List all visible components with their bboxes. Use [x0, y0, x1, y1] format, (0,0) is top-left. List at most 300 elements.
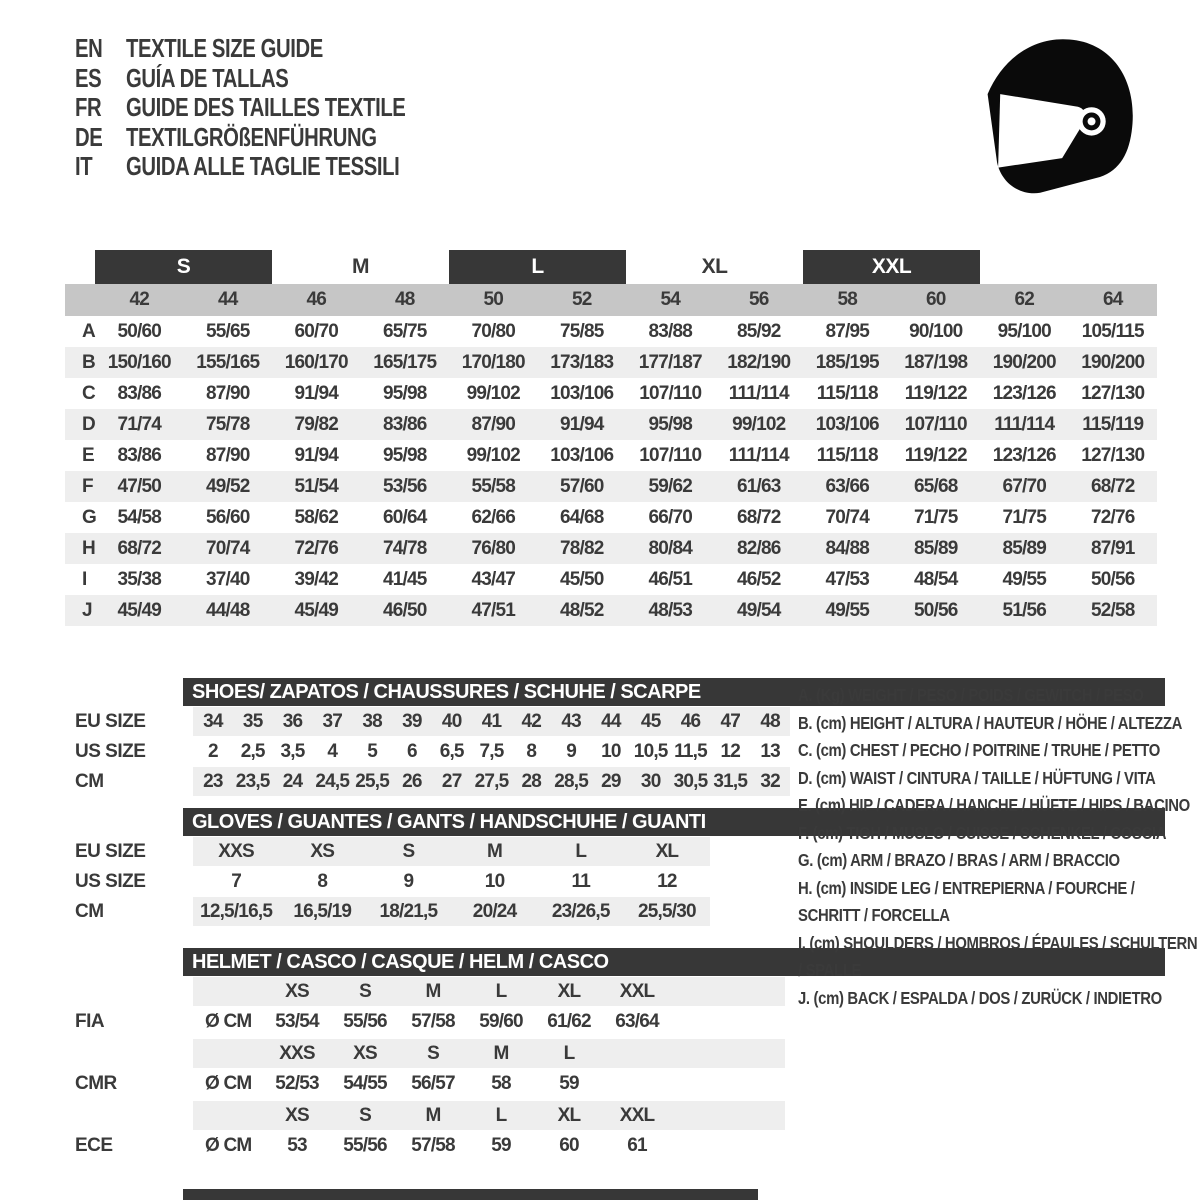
measure-row-f: [65, 471, 1157, 502]
value-cell: 9: [566, 740, 576, 762]
value-cell: 70/74: [825, 506, 870, 528]
row-label: J: [82, 599, 93, 621]
value-cell: 38: [362, 710, 382, 732]
value-cell: 41: [481, 710, 502, 732]
legend-entry-f: F. (cm) TIGH / MUSLO / CUISSE / SCHENKEL / COSCIA: [798, 822, 1167, 843]
value-cell: 119/122: [904, 444, 967, 466]
value-cell: 13: [760, 740, 780, 762]
value-cell: 12: [720, 740, 741, 762]
language-code: DE: [75, 121, 103, 152]
language-code: ES: [75, 62, 102, 93]
value-cell: 55/56: [343, 1134, 387, 1156]
row-label: EU SIZE: [75, 840, 146, 862]
size-column-44: 44: [217, 289, 238, 310]
size-cell: L: [495, 980, 507, 1002]
value-cell: 76/80: [471, 537, 516, 559]
helmet-values-band: [193, 1131, 785, 1160]
value-cell: 58/62: [294, 506, 339, 528]
gloves-values-band: [193, 837, 710, 866]
size-cell: S: [359, 1104, 371, 1126]
value-cell: 187/198: [904, 351, 968, 373]
value-cell: 42: [521, 710, 542, 732]
standard-label: FIA: [75, 1010, 105, 1032]
value-cell: 85/89: [913, 537, 958, 559]
helmet-values-row-ece: [65, 1131, 1165, 1160]
size-band-xl: XL: [701, 255, 728, 278]
value-cell: 47: [720, 710, 741, 732]
value-cell: 53/56: [382, 475, 427, 497]
value-cell: 85/92: [736, 320, 781, 342]
helmet-sizes-row-cmr: [65, 1039, 1165, 1068]
value-cell: 57/58: [411, 1010, 455, 1032]
size-band-xxl: XXL: [803, 250, 980, 284]
value-cell: 59: [491, 1134, 511, 1156]
value-cell: XXS: [218, 840, 254, 862]
value-cell: 59/62: [648, 475, 693, 497]
legend-entry-e: E. (cm) HIP / CADERA / HANCHE / HÜFTE / HIPS / BACINO: [798, 795, 1190, 815]
value-cell: 47/53: [825, 568, 870, 590]
row-label: EU SIZE: [75, 710, 146, 732]
value-cell: 70/80: [471, 320, 516, 342]
size-band-s: S: [95, 250, 272, 284]
value-cell: 60/64: [382, 506, 427, 528]
value-cell: 52/53: [275, 1072, 319, 1094]
size-cell: L: [563, 1042, 575, 1064]
value-cell: 95/98: [382, 382, 427, 404]
value-cell: 95/98: [648, 413, 693, 435]
size-band-m: M: [352, 255, 369, 278]
value-cell: 35/38: [117, 568, 162, 590]
value-cell: 9: [403, 870, 414, 892]
value-cell: 53/54: [275, 1010, 319, 1032]
value-cell: 87/90: [205, 444, 250, 466]
row-label: US SIZE: [75, 870, 146, 892]
value-cell: 49/55: [1002, 568, 1047, 590]
value-cell: 28: [521, 770, 542, 792]
value-cell: 68/72: [117, 537, 162, 559]
value-cell: 107/110: [639, 444, 702, 466]
language-row-es: [75, 64, 484, 94]
size-cell: M: [493, 1042, 509, 1064]
size-cell: XXL: [619, 980, 655, 1002]
value-cell: 71/75: [1002, 506, 1047, 528]
value-cell: 53: [287, 1134, 307, 1156]
measure-row-j: [65, 595, 1157, 626]
row-label: G: [82, 506, 97, 528]
row-label: A: [82, 320, 96, 342]
value-cell: 111/114: [994, 413, 1055, 435]
value-cell: 177/187: [638, 351, 702, 373]
value-cell: 23/26,5: [551, 900, 610, 922]
size-band-l: L: [449, 250, 626, 284]
size-cell: S: [427, 1042, 439, 1064]
value-cell: 66/70: [648, 506, 693, 528]
value-cell: 173/183: [550, 351, 614, 373]
value-cell: 36: [282, 710, 303, 732]
value-cell: 72/76: [1090, 506, 1135, 528]
value-cell: 63/64: [615, 1010, 659, 1032]
value-cell: 54/58: [117, 506, 162, 528]
value-cell: M: [487, 840, 503, 862]
shoes-values-band: [193, 767, 790, 796]
value-cell: 83/88: [648, 320, 693, 342]
value-cell: 60: [559, 1134, 579, 1156]
value-cell: 50/56: [1090, 568, 1135, 590]
language-title: TEXTILGRÖßENFÜHRUNG: [126, 121, 377, 152]
value-cell: 23: [203, 770, 223, 792]
value-cell: 60/70: [294, 320, 339, 342]
measure-row-c: [65, 378, 1157, 409]
language-code: FR: [75, 92, 102, 122]
value-cell: 20/24: [472, 900, 517, 922]
measure-row-h: [65, 533, 1157, 564]
value-cell: 27: [441, 770, 462, 792]
row-label: CM: [75, 770, 104, 792]
value-cell: 87/90: [205, 382, 250, 404]
row-label: I: [82, 568, 88, 590]
value-cell: 43: [561, 710, 581, 732]
legend-entry-c: C. (cm) CHEST / PECHO / POITRINE / TRUHE / PETTO: [798, 740, 1160, 760]
value-cell: 44/48: [205, 599, 250, 621]
value-cell: 55/56: [343, 1010, 387, 1032]
language-row-fr: [75, 93, 484, 123]
value-cell: 45/49: [294, 599, 339, 621]
value-cell: 182/190: [727, 351, 791, 373]
value-cell: 68/72: [736, 506, 781, 528]
helmet-sizes-band: [193, 977, 785, 1006]
value-cell: 65/75: [382, 320, 427, 342]
gloves-values-band: [193, 867, 710, 896]
row-label: CM: [75, 900, 104, 922]
value-cell: 59: [559, 1072, 579, 1094]
size-column-48: 48: [394, 289, 415, 310]
value-cell: 85/89: [1002, 537, 1047, 559]
value-cell: 64/68: [559, 506, 604, 528]
size-cell: XXL: [619, 1104, 655, 1126]
size-cell: XS: [285, 1104, 309, 1126]
value-cell: 24,5: [315, 770, 350, 792]
row-label: C: [82, 382, 96, 404]
measure-row-g: [65, 502, 1157, 533]
value-cell: 30: [640, 770, 661, 792]
row-label: H: [82, 537, 96, 559]
value-cell: 8: [526, 740, 537, 762]
value-cell: 123/126: [992, 444, 1056, 466]
value-cell: 190/200: [992, 351, 1056, 373]
value-cell: 115/119: [1082, 413, 1144, 435]
value-cell: 37: [322, 710, 343, 732]
value-cell: 54/55: [343, 1072, 387, 1094]
gloves-values-band: [193, 897, 710, 926]
value-cell: 27,5: [474, 770, 509, 792]
value-cell: 31,5: [713, 770, 748, 792]
size-column-46: 46: [306, 289, 327, 310]
value-cell: 46/52: [736, 568, 781, 590]
value-cell: 103/106: [550, 382, 614, 404]
value-cell: 45/49: [117, 599, 162, 621]
value-cell: 12,5/16,5: [200, 900, 273, 922]
value-cell: 37/40: [205, 568, 250, 590]
value-cell: 91/94: [294, 382, 339, 404]
value-cell: 68/72: [1090, 475, 1135, 497]
value-cell: 190/200: [1081, 351, 1145, 373]
size-column-64: 64: [1102, 289, 1123, 310]
language-code: EN: [75, 33, 103, 63]
value-cell: 155/165: [196, 351, 260, 373]
unit-label: Ø CM: [205, 1010, 252, 1032]
value-cell: 75/78: [205, 413, 250, 435]
helmet-title-bar: HELMET / CASCO / CASQUE / HELM / CASCO: [183, 948, 1165, 976]
value-cell: 55/65: [205, 320, 250, 342]
main-size-table: [65, 250, 1157, 626]
value-cell: 55/58: [471, 475, 516, 497]
value-cell: 10: [601, 740, 621, 762]
helmet-sizes-row-ece: [65, 1101, 1165, 1130]
measure-row-b: [65, 347, 1157, 378]
row-label: D: [82, 413, 96, 435]
value-cell: 44: [601, 710, 621, 732]
racing-helmet-icon: [975, 28, 1143, 198]
value-cell: 79/82: [294, 413, 339, 435]
measure-row-d: [65, 409, 1157, 440]
value-cell: 2: [208, 740, 218, 762]
value-cell: 16,5/19: [293, 900, 352, 922]
value-cell: 61/63: [736, 475, 781, 497]
value-cell: 63/66: [825, 475, 870, 497]
size-cell: M: [425, 980, 441, 1002]
value-cell: 71/74: [117, 413, 162, 435]
row-label: F: [82, 475, 94, 497]
value-cell: 57/60: [559, 475, 604, 497]
value-cell: 51/54: [294, 475, 339, 497]
value-cell: 103/106: [550, 444, 614, 466]
size-column-54: 54: [660, 289, 681, 310]
value-cell: 170/180: [461, 351, 525, 373]
value-cell: 65/68: [913, 475, 958, 497]
value-cell: 74/78: [382, 537, 427, 559]
legend-entry-d: D. (cm) WAIST / CINTURA / TAILLE / HÜFTUNG / VITA: [798, 767, 1156, 788]
value-cell: 32: [760, 770, 780, 792]
value-cell: 150/160: [107, 351, 171, 373]
size-cell: XL: [557, 1104, 581, 1126]
value-cell: 80/84: [648, 537, 693, 559]
size-cell: M: [425, 1104, 441, 1126]
value-cell: 35: [242, 710, 263, 732]
unit-label: Ø CM: [205, 1134, 252, 1156]
row-label: US SIZE: [75, 740, 146, 762]
value-cell: 7: [231, 870, 241, 892]
value-cell: 119/122: [904, 382, 967, 404]
value-cell: 87/91: [1090, 537, 1135, 559]
size-columns-row: [65, 284, 1157, 316]
value-cell: 3,5: [280, 740, 305, 762]
value-cell: 50/60: [117, 320, 162, 342]
helmet-sizes-band: [193, 1039, 785, 1068]
size-cell: XS: [353, 1042, 377, 1064]
language-title: GUIDE DES TAILLES TEXTILE: [126, 92, 406, 122]
value-cell: 8: [317, 870, 328, 892]
value-cell: L: [575, 840, 587, 862]
value-cell: 82/86: [736, 537, 781, 559]
size-cell: XL: [557, 980, 581, 1002]
helmet-values-band: [193, 1007, 785, 1036]
value-cell: 49/52: [205, 475, 250, 497]
value-cell: 47/51: [471, 599, 516, 621]
language-title-block: [75, 34, 484, 182]
value-cell: 87/95: [825, 320, 870, 342]
value-cell: 46/50: [382, 599, 427, 621]
value-cell: 46/51: [648, 568, 693, 590]
measure-row-e: [65, 440, 1157, 471]
value-cell: 72/76: [294, 537, 339, 559]
language-code: IT: [75, 151, 93, 181]
value-cell: 87/90: [471, 413, 516, 435]
value-cell: 30,5: [673, 770, 708, 792]
value-cell: 160/170: [284, 351, 348, 373]
language-title: GUÍA DE TALLAS: [126, 62, 289, 93]
size-cell: XXS: [279, 1042, 315, 1064]
value-cell: XS: [310, 840, 335, 862]
value-cell: 24: [282, 770, 303, 792]
value-cell: 25,5: [355, 770, 389, 792]
size-cell: XS: [285, 980, 309, 1002]
value-cell: 127/130: [1081, 444, 1145, 466]
shoes-values-band: [193, 737, 790, 766]
helmet-sizes-band: [193, 1101, 785, 1130]
band-spacer: [65, 250, 95, 284]
value-cell: 29: [601, 770, 621, 792]
legend-entry-a: A. (Kg) WEIGHT / PESO / POIDS / GEWITCH / PESO: [798, 685, 1144, 705]
size-column-50: 50: [483, 289, 504, 310]
size-cell: S: [359, 980, 371, 1002]
value-cell: 75/85: [559, 320, 604, 342]
row-label-spacer: [65, 1039, 193, 1068]
value-cell: 91/94: [559, 413, 604, 435]
value-cell: 67/70: [1002, 475, 1047, 497]
value-cell: 58: [491, 1072, 511, 1094]
value-cell: 84/88: [825, 537, 870, 559]
value-cell: 48: [760, 710, 780, 732]
measurement-legend: [798, 682, 1198, 1012]
value-cell: 39: [402, 710, 422, 732]
row-label: B: [82, 351, 96, 373]
value-cell: 165/175: [373, 351, 437, 373]
value-cell: 23,5: [235, 770, 270, 792]
row-label-spacer: [65, 1101, 193, 1130]
value-cell: 111/114: [728, 444, 789, 466]
language-row-it: [75, 152, 484, 182]
legend-entry-j: J. (cm) BACK / ESPALDA / DOS / ZURÜCK / INDIETRO: [798, 987, 1162, 1008]
value-cell: 127/130: [1081, 382, 1145, 404]
value-cell: 103/106: [815, 413, 879, 435]
measure-row-i: [65, 564, 1157, 595]
value-cell: 185/195: [815, 351, 879, 373]
value-cell: 71/75: [913, 506, 958, 528]
value-cell: 43/47: [471, 568, 516, 590]
value-cell: 90/100: [909, 320, 963, 342]
value-cell: 83/86: [117, 444, 162, 466]
value-cell: 49/54: [736, 599, 781, 621]
value-cell: 47/50: [117, 475, 162, 497]
value-cell: 25,5/30: [638, 900, 696, 922]
size-column-52: 52: [571, 289, 592, 310]
value-cell: 41/45: [382, 568, 427, 590]
value-cell: 99/102: [466, 382, 520, 404]
value-cell: 115/118: [816, 444, 878, 466]
value-cell: 56/60: [205, 506, 250, 528]
row-label: E: [82, 444, 95, 466]
value-cell: 61: [627, 1134, 647, 1156]
value-cell: 95/98: [382, 444, 427, 466]
value-cell: S: [402, 840, 415, 862]
value-cell: 10,5: [633, 740, 668, 762]
value-cell: 62/66: [471, 506, 516, 528]
language-row-en: [75, 34, 484, 64]
value-cell: 40: [441, 710, 462, 732]
value-cell: 6,5: [439, 740, 464, 762]
value-cell: 107/110: [639, 382, 702, 404]
legend-entry-h: H. (cm) INSIDE LEG / ENTREPIERNA / FOURCHE / SCHRITT / FORCELLA: [798, 877, 1135, 925]
shoes-title-bar: SHOES/ ZAPATOS / CHAUSSURES / SCHUHE / SCARPE: [183, 678, 1165, 706]
helmet-values-row-cmr: [65, 1069, 1165, 1098]
value-cell: 83/86: [117, 382, 162, 404]
gloves-title-bar: GLOVES / GUANTES / GANTS / HANDSCHUHE / GUANTI: [183, 808, 1165, 836]
value-cell: 51/56: [1002, 599, 1047, 621]
value-cell: 57/58: [411, 1134, 455, 1156]
measure-row-a: [65, 316, 1157, 347]
size-column-56: 56: [748, 289, 769, 310]
value-cell: 7,5: [479, 740, 504, 762]
standard-label: ECE: [75, 1134, 113, 1156]
value-cell: 115/118: [816, 382, 878, 404]
value-cell: 59/60: [479, 1010, 523, 1032]
size-column-60: 60: [925, 289, 946, 310]
value-cell: 56/57: [411, 1072, 455, 1094]
value-cell: 50/56: [913, 599, 958, 621]
value-cell: 34: [203, 710, 223, 732]
value-cell: 107/110: [904, 413, 967, 435]
value-cell: 99/102: [466, 444, 520, 466]
cutoff-section-bar: [183, 1189, 758, 1200]
racing-helmet-svg: [975, 28, 1143, 198]
shoes-values-band: [193, 707, 790, 736]
value-cell: 45/50: [559, 568, 604, 590]
legend-entry-g: G. (cm) ARM / BRAZO / BRAS / ARM / BRACCIO: [798, 850, 1120, 870]
value-cell: 28,5: [554, 770, 588, 792]
size-column-42: 42: [129, 289, 150, 310]
value-cell: 46: [680, 710, 701, 732]
value-cell: 52/58: [1090, 599, 1135, 621]
value-cell: 10: [484, 870, 505, 892]
value-cell: XL: [655, 840, 679, 862]
language-title: TEXTILE SIZE GUIDE: [126, 33, 323, 63]
value-cell: 99/102: [732, 413, 786, 435]
value-cell: 111/114: [728, 382, 789, 404]
value-cell: 6: [407, 740, 417, 762]
value-cell: 11,5: [674, 740, 707, 762]
value-cell: 49/55: [825, 599, 870, 621]
value-cell: 123/126: [992, 382, 1056, 404]
value-cell: 5: [367, 740, 377, 762]
size-column-62: 62: [1014, 289, 1035, 310]
value-cell: 48/52: [559, 599, 604, 621]
size-band-row: [65, 250, 1157, 284]
size-column-58: 58: [837, 289, 858, 310]
value-cell: 12: [657, 870, 677, 892]
value-cell: 83/86: [382, 413, 427, 435]
legend-entry-b: B. (cm) HEIGHT / ALTURA / HAUTEUR / HÖHE / ALTEZZA: [798, 712, 1183, 733]
helmet-values-band: [193, 1069, 785, 1098]
